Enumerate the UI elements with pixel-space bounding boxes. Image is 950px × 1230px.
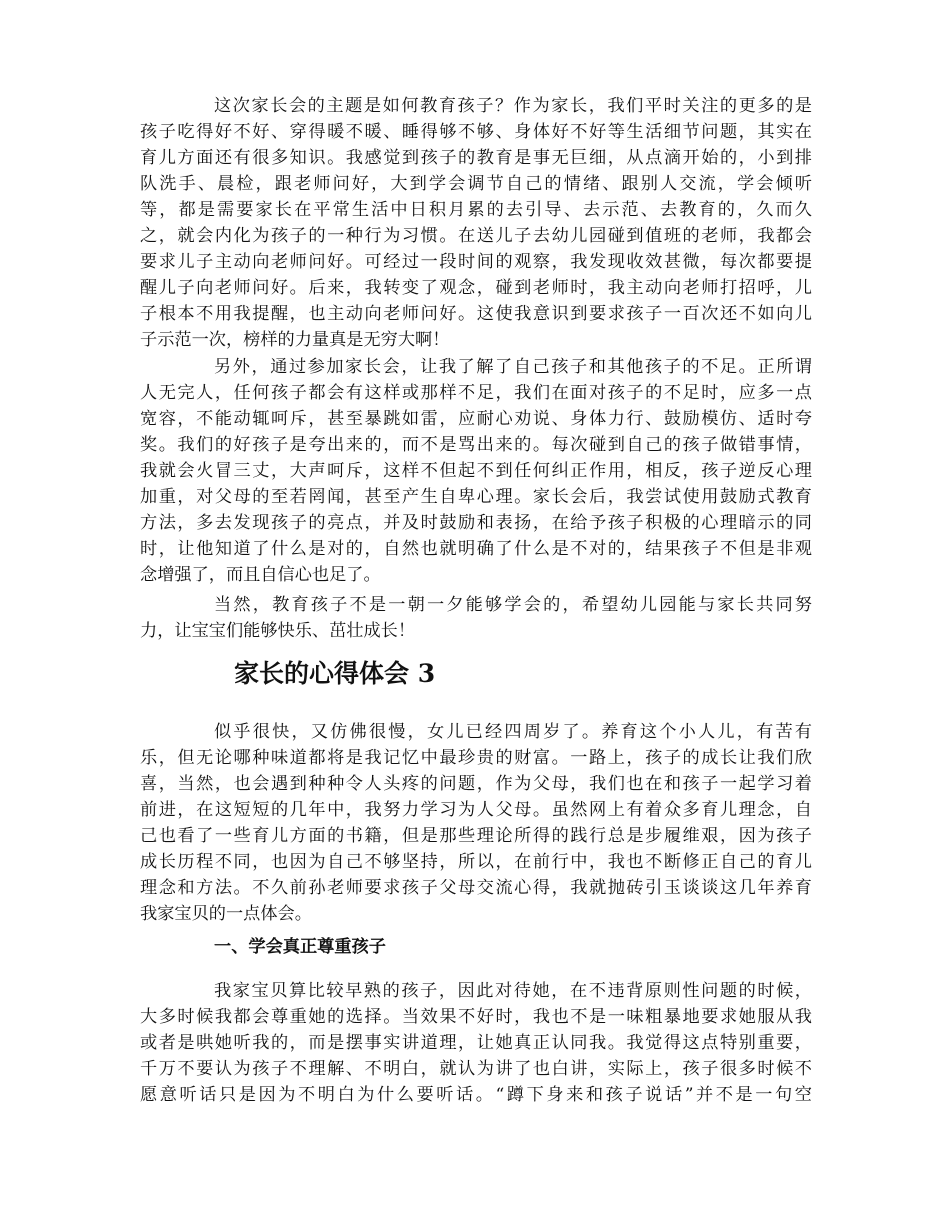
paragraph-daughter-growth [140,719,812,927]
text-line: 子示范一次，榜样的力量真是无穷大啊！ [140,330,450,350]
text-line: 己也看了一些育儿方面的书籍，但是那些理论所得的践行总是步履维艰，因为孩子 [140,826,812,846]
text-line: 人无完人，任何孩子都会有这样或那样不足，我们在面对孩子的不足时，应多一点 [140,383,812,403]
text-line: 奖。我们的好孩子是夸出来的，而不是骂出来的。每次碰到自己的孩子做错事情， [140,435,812,455]
text-line: 当然，教育孩子不是一朝一夕能够学会的，希望幼儿园能与家长共同努 [214,595,812,615]
text-line: 孩子吃得好不好、穿得暖不暖、睡得够不够、身体好不好等生活细节问题，其实在 [140,122,812,142]
paragraph-shortcomings [140,354,812,588]
text-line: 宽容，不能动辄呵斥，甚至暴跳如雷，应耐心劝说、身体力行、鼓励模仿、适时夸 [140,409,812,429]
text-line: 愿意听话只是因为不明白为什么要听话。“蹲下身来和孩子说话”并不是一句空 [140,1085,812,1105]
text-line: 成长历程不同，也因为自己不够坚持，所以，在前行中，我也不断修正自己的育儿 [140,852,812,872]
paragraph-parent-meeting-theme [140,93,812,353]
text-line: 喜，当然，也会遇到种种令人头疼的问题，作为父母，我们也在和孩子一起学习着 [140,774,812,794]
text-line: 理念和方法。不久前孙老师要求孩子父母交流心得，我就抛砖引玉谈谈这几年养育 [140,878,812,898]
section-heading: 家长的心得体会 3 [234,659,436,688]
paragraph-respect-child [140,978,812,1108]
text-line: 乐，但无论哪种味道都将是我记忆中最珍贵的财富。一路上，孩子的成长让我们欣 [140,748,812,768]
text-line: 前进，在这短短的几年中，我努力学习为人父母。虽然网上有着众多育儿理念，自 [140,800,812,820]
text-line: 要求儿子主动向老师问好。可经过一段时间的观察，我发现收效甚微，每次都要提 [140,252,812,272]
text-line: 育儿方面还有很多知识。我感觉到孩子的教育是事无巨细，从点滴开始的，小到排 [140,148,812,168]
subsection-heading: 一、学会真正尊重孩子 [214,937,386,957]
text-line: 力，让宝宝们能够快乐、茁壮成长！ [140,621,416,641]
text-line: 或者是哄她听我的，而是摆事实讲道理，让她真正认同我。我觉得这点特别重要， [140,1033,812,1053]
text-line: 等，都是需要家长在平常生活中日积月累的去引导、去示范、去教育的，久而久 [140,200,812,220]
text-line: 我家宝贝的一点体会。 [140,904,312,924]
text-line: 另外，通过参加家长会，让我了解了自己孩子和其他孩子的不足。正所谓 [214,357,812,377]
text-line: 方法，多去发现孩子的亮点，并及时鼓励和表扬，在给予孩子积极的心理暗示的同 [140,513,812,533]
text-line: 念增强了，而且自信心也足了。 [140,565,381,585]
text-line: 之，就会内化为孩子的一种行为习惯。在送儿子去幼儿园碰到值班的老师，我都会 [140,226,812,246]
paragraph-conclusion [140,592,812,644]
text-line: 这次家长会的主题是如何教育孩子？作为家长，我们平时关注的更多的是 [214,96,812,116]
text-line: 大多时候我都会尊重她的选择。当效果不好时，我也不是一味粗暴地要求她服从我 [140,1007,812,1027]
text-line: 我家宝贝算比较早熟的孩子，因此对待她，在不违背原则性问题的时候， [214,981,812,1001]
text-line: 队洗手、晨检，跟老师问好，大到学会调节自己的情绪、跟别人交流，学会倾听 [140,174,812,194]
text-line: 时，让他知道了什么是对的，自然也就明确了什么是不对的，结果孩子不但是非观 [140,539,812,559]
text-line: 子根本不用我提醒，也主动向老师问好。这使我意识到要求孩子一百次还不如向儿 [140,304,812,324]
text-line: 我就会火冒三丈，大声呵斥，这样不但起不到任何纠正作用，相反，孩子逆反心理 [140,461,812,481]
text-line: 似乎很快，又仿佛很慢，女儿已经四周岁了。养育这个小人儿，有苦有 [214,722,812,742]
text-line: 加重，对父母的至若罔闻，甚至产生自卑心理。家长会后，我尝试使用鼓励式教育 [140,487,812,507]
text-line: 醒儿子向老师问好。后来，我转变了观念，碰到老师时，我主动向老师打招呼，儿 [140,278,812,298]
text-line: 千万不要认为孩子不理解、不明白，就认为讲了也白讲，实际上，孩子很多时候不 [140,1059,812,1079]
